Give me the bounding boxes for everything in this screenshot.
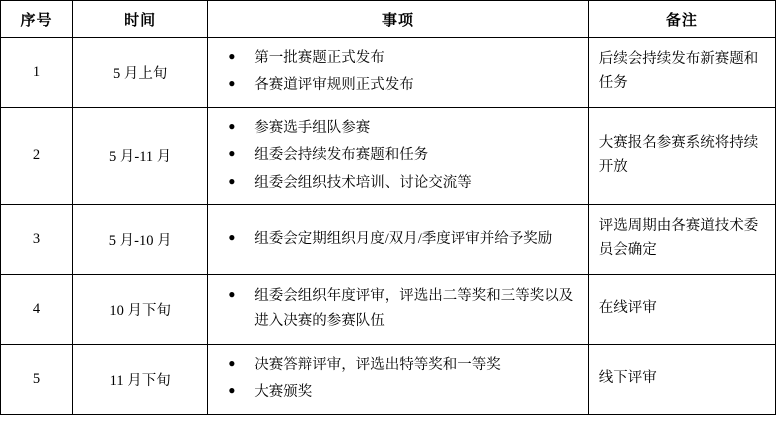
column-header-item: 事项 <box>208 1 588 38</box>
table-header <box>1 1 776 38</box>
row-number: 4 <box>1 274 73 344</box>
row-items <box>208 204 588 274</box>
row-number: 5 <box>1 344 73 414</box>
row-note: 在线评审 <box>588 274 775 344</box>
row-note: 线下评审 <box>588 344 775 414</box>
list-item <box>220 380 579 405</box>
row-time: 11 月下旬 <box>73 344 208 414</box>
list-item-label: 第一批赛题正式发布 <box>254 50 385 66</box>
list-item-label: 组委会组织技术培训、讨论交流等 <box>254 174 472 191</box>
list-item-label: 大赛颁奖 <box>254 384 313 401</box>
list-item-label: 各赛道评审规则正式发布 <box>254 77 414 94</box>
table-row <box>1 344 776 414</box>
bullet-icon: ● <box>228 146 236 161</box>
list-item <box>220 116 579 141</box>
row-note: 大赛报名参赛系统将持续开放 <box>588 107 775 204</box>
bullet-icon: ● <box>228 118 236 133</box>
item-list <box>220 353 579 406</box>
row-items <box>208 38 588 108</box>
row-items <box>208 107 588 204</box>
row-items <box>208 274 588 344</box>
list-item-label: 组委会组织年度评审，评选出二等奖和三等奖以及进入决赛的参赛队伍 <box>254 288 574 330</box>
list-item <box>220 171 579 196</box>
list-item <box>220 227 579 252</box>
row-time: 5 月-10 月 <box>73 204 208 274</box>
row-items <box>208 344 588 414</box>
bullet-icon: ● <box>228 76 236 91</box>
table-row <box>1 204 776 274</box>
bullet-icon: ● <box>228 287 236 301</box>
table-row <box>1 274 776 344</box>
list-item <box>220 284 579 335</box>
table-body <box>1 38 776 415</box>
row-number: 3 <box>1 204 73 274</box>
item-list <box>220 227 579 252</box>
list-item <box>220 46 579 71</box>
row-number: 2 <box>1 107 73 204</box>
bullet-icon: ● <box>228 173 236 188</box>
list-item <box>220 73 579 98</box>
item-list <box>220 46 579 99</box>
list-item-label: 决赛答辩评审，评选出特等奖和一等奖 <box>254 357 501 373</box>
column-header-time: 时间 <box>73 1 208 38</box>
row-time: 5 月-11 月 <box>73 107 208 204</box>
table-header-row <box>1 1 776 38</box>
list-item <box>220 143 579 168</box>
row-time: 10 月下旬 <box>73 274 208 344</box>
list-item <box>220 353 579 378</box>
table-row <box>1 107 776 204</box>
list-item-label: 参赛选手组队参赛 <box>254 119 371 136</box>
row-note: 评选周期由各赛道技术委员会确定 <box>588 204 775 274</box>
column-header-note: 备注 <box>588 1 775 38</box>
list-item-label: 组委会持续发布赛题和任务 <box>254 147 429 164</box>
bullet-icon: ● <box>228 229 236 244</box>
item-list <box>220 116 579 196</box>
row-time: 5 月上旬 <box>73 38 208 108</box>
row-note: 后续会持续发布新赛题和任务 <box>588 38 775 108</box>
bullet-icon: ● <box>228 49 236 63</box>
bullet-icon: ● <box>228 356 236 370</box>
row-number: 1 <box>1 38 73 108</box>
bullet-icon: ● <box>228 383 236 398</box>
item-list <box>220 284 579 335</box>
column-header-no: 序号 <box>1 1 73 38</box>
list-item-label: 组委会定期组织月度/双月/季度评审并给予奖励 <box>254 230 553 247</box>
table-row <box>1 38 776 108</box>
